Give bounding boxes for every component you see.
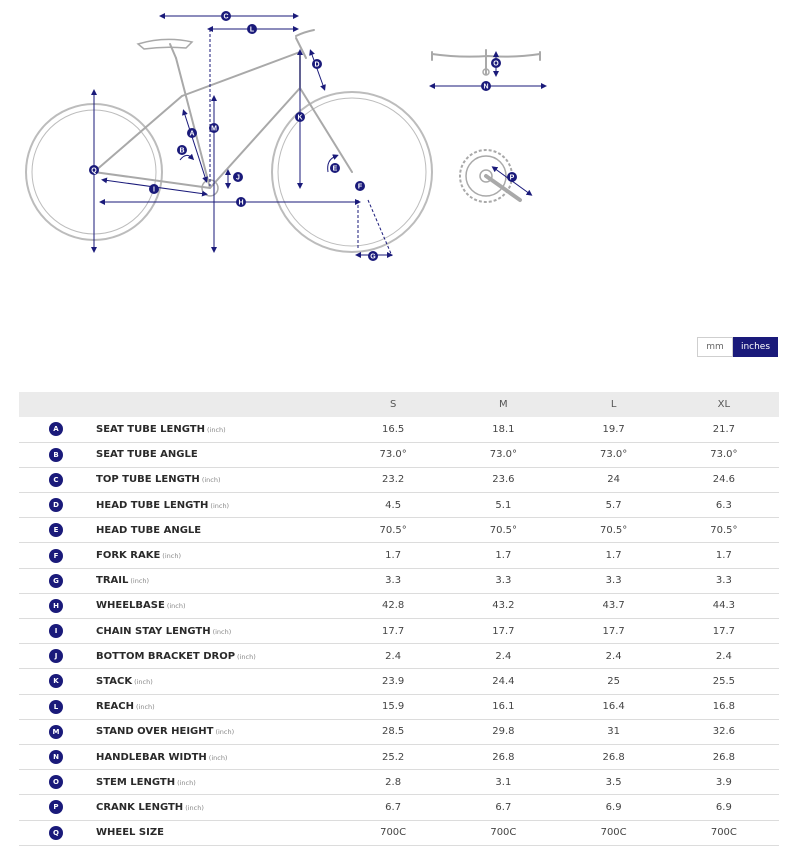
size-value-cell: 6.7 xyxy=(385,801,402,813)
table-row xyxy=(19,719,779,744)
table-row xyxy=(19,543,779,568)
size-value-cell: 24.4 xyxy=(492,675,515,687)
table-row xyxy=(19,619,779,644)
dimension-unit: (inch) xyxy=(185,803,204,812)
dimension-marker-badge: O xyxy=(49,775,63,789)
row-marker-cell xyxy=(19,694,96,719)
svg-text:O: O xyxy=(493,60,499,68)
size-value-cell: 18.1 xyxy=(492,423,515,435)
unit-toggle xyxy=(697,337,778,357)
size-value-cell: 6.9 xyxy=(605,801,622,813)
marker-N xyxy=(481,81,491,91)
size-value-cell: 32.6 xyxy=(712,726,735,738)
dimension-name-cell xyxy=(96,467,338,492)
svg-text:J: J xyxy=(236,174,240,182)
row-marker-cell xyxy=(19,820,96,845)
size-value-cell: 17.7 xyxy=(602,625,625,637)
size-value-cell: 26.8 xyxy=(712,751,735,763)
svg-text:P: P xyxy=(509,174,515,182)
row-marker-cell xyxy=(19,467,96,492)
size-value-cell: 17.7 xyxy=(712,625,735,637)
size-value-cell: 73.0° xyxy=(379,449,407,461)
bike-geometry-diagram xyxy=(0,0,794,330)
dimension-unit: (inch) xyxy=(134,677,153,686)
size-value-cell: 6.7 xyxy=(495,801,512,813)
dimension-name-cell xyxy=(96,694,338,719)
size-value-cell: 2.4 xyxy=(605,650,622,662)
size-value-cell: 4.5 xyxy=(385,499,402,511)
size-header: XL xyxy=(717,399,731,410)
table-row xyxy=(19,744,779,769)
table-row xyxy=(19,568,779,593)
dimension-unit: (inch) xyxy=(237,652,256,661)
size-value-cell: 70.5° xyxy=(379,524,407,536)
svg-text:F: F xyxy=(357,183,363,191)
marker-G xyxy=(368,251,378,261)
unit-mm-button[interactable]: mm xyxy=(697,337,733,357)
dimension-name-cell xyxy=(96,593,338,618)
dimension-marker-badge: A xyxy=(49,422,63,436)
row-marker-cell xyxy=(19,442,96,467)
size-value-cell: 700C xyxy=(490,827,517,839)
handlebar-detail xyxy=(432,50,540,75)
marker-E xyxy=(330,163,340,173)
dimension-marker-badge: G xyxy=(49,574,63,588)
marker-I xyxy=(149,184,159,194)
header-spacer xyxy=(19,392,96,417)
row-marker-cell xyxy=(19,669,96,694)
row-marker-cell xyxy=(19,593,96,618)
table-row xyxy=(19,417,779,442)
dimension-marker-badge: B xyxy=(49,448,63,462)
size-value-cell: 6.3 xyxy=(715,499,732,511)
svg-text:L: L xyxy=(249,26,255,34)
table-row xyxy=(19,795,779,820)
size-value-cell: 73.0° xyxy=(489,449,517,461)
row-marker-cell xyxy=(19,770,96,795)
dimension-unit: (inch) xyxy=(208,753,228,762)
dimension-marker-badge: J xyxy=(49,649,63,663)
dimension-name: HEAD TUBE ANGLE xyxy=(96,524,202,536)
dimension-name: WHEEL SIZE xyxy=(96,827,164,839)
size-value-cell: 17.7 xyxy=(492,625,515,637)
dimension-lines xyxy=(94,13,392,256)
marker-A xyxy=(187,128,197,138)
dimension-marker-badge: P xyxy=(49,800,63,814)
dimension-unit: (inch) xyxy=(210,501,230,510)
size-value-cell: 29.8 xyxy=(492,726,515,738)
size-value-cell: 16.1 xyxy=(492,701,515,713)
row-marker-cell xyxy=(19,795,96,820)
size-value-cell: 700C xyxy=(600,827,627,839)
svg-text:D: D xyxy=(314,61,320,69)
row-marker-cell xyxy=(19,619,96,644)
table-row xyxy=(19,593,779,618)
dimension-unit: (inch) xyxy=(135,703,155,712)
table-row xyxy=(19,694,779,719)
dimension-name-cell xyxy=(96,644,338,669)
dimension-name-cell xyxy=(96,568,338,593)
dimension-name-cell xyxy=(96,543,338,568)
unit-inches-button[interactable]: inches xyxy=(733,337,778,357)
size-value-cell: 25.5 xyxy=(712,675,735,687)
table-header-row xyxy=(19,392,779,417)
size-value-cell: 19.7 xyxy=(602,423,625,435)
dimension-marker-badge: E xyxy=(49,523,63,537)
svg-text:A: A xyxy=(189,130,195,138)
size-header: S xyxy=(389,399,397,410)
dimension-name: STAND OVER HEIGHT xyxy=(96,726,214,738)
dimension-name: HANDLEBAR WIDTH xyxy=(96,751,207,763)
size-value-cell: 44.3 xyxy=(712,600,735,612)
dimension-name: SEAT TUBE ANGLE xyxy=(96,449,198,461)
marker-B xyxy=(177,145,187,155)
dimension-name-cell xyxy=(96,493,338,518)
size-value-cell: 25 xyxy=(607,675,620,687)
size-value-cell: 70.5° xyxy=(710,524,738,536)
size-value-cell: 1.7 xyxy=(495,550,512,562)
svg-text:K: K xyxy=(297,114,303,122)
size-value-cell: 16.4 xyxy=(602,701,625,713)
dimension-name-cell xyxy=(96,518,338,543)
size-value-cell: 2.4 xyxy=(385,650,402,662)
size-value-cell: 3.9 xyxy=(715,776,732,788)
size-value-cell: 3.3 xyxy=(495,575,512,587)
marker-O xyxy=(491,58,501,68)
svg-text:B: B xyxy=(179,147,185,155)
dimension-name-cell xyxy=(96,619,338,644)
dimension-name: CRANK LENGTH xyxy=(96,801,184,813)
marker-K xyxy=(295,112,305,122)
dimension-marker-badge: Q xyxy=(49,826,63,840)
dimension-marker-badge: L xyxy=(49,700,63,714)
header-spacer xyxy=(96,392,338,417)
size-value-cell: 24.6 xyxy=(712,474,735,486)
size-value-cell: 43.7 xyxy=(602,600,625,612)
size-value-cell: 15.9 xyxy=(381,701,405,713)
dimension-name: HEAD TUBE LENGTH xyxy=(96,499,209,511)
size-value-cell: 23.2 xyxy=(381,474,405,486)
size-value-cell: 3.5 xyxy=(605,776,622,788)
size-header: M xyxy=(499,399,508,410)
svg-text:I: I xyxy=(153,186,155,194)
marker-C xyxy=(221,11,231,21)
size-value-cell: 26.8 xyxy=(602,751,625,763)
dimension-name: STEM LENGTH xyxy=(96,776,176,788)
size-value-cell: 23.9 xyxy=(381,675,405,687)
dimension-name: REACH xyxy=(96,701,134,713)
size-value-cell: 700C xyxy=(710,827,737,839)
size-value-cell: 1.7 xyxy=(385,550,402,562)
row-marker-cell xyxy=(19,568,96,593)
dimension-marker-badge: K xyxy=(49,674,63,688)
table-row xyxy=(19,442,779,467)
dimension-name-cell xyxy=(96,719,338,744)
size-header: L xyxy=(610,399,617,410)
size-value-cell: 3.3 xyxy=(605,575,622,587)
dimension-marker-badge: N xyxy=(49,750,63,764)
dimension-name: FORK RAKE xyxy=(96,550,161,562)
dimension-name: TRAIL xyxy=(96,575,129,587)
marker-F xyxy=(355,181,365,191)
svg-text:M: M xyxy=(211,125,217,133)
svg-text:G: G xyxy=(370,253,376,261)
dimension-name: BOTTOM BRACKET DROP xyxy=(96,650,236,662)
size-value-cell: 28.5 xyxy=(381,726,405,738)
table-row xyxy=(19,467,779,492)
row-marker-cell xyxy=(19,744,96,769)
marker-M xyxy=(209,123,219,133)
size-value-cell: 5.1 xyxy=(495,499,512,511)
marker-Q xyxy=(89,165,99,175)
dimension-unit: (inch) xyxy=(206,425,226,434)
dimension-name: STACK xyxy=(96,675,133,687)
dimension-name-cell xyxy=(96,744,338,769)
dimension-unit: (inch) xyxy=(162,552,181,561)
size-value-cell: 73.0° xyxy=(599,449,628,461)
marker-D xyxy=(312,59,322,69)
size-value-cell: 16.5 xyxy=(381,423,405,435)
dimension-unit: (inch) xyxy=(201,476,221,485)
size-value-cell: 31 xyxy=(607,726,620,738)
size-value-cell: 26.8 xyxy=(492,751,515,763)
dimension-name-cell xyxy=(96,795,338,820)
dimension-unit: (inch) xyxy=(166,602,186,611)
table-row xyxy=(19,820,779,845)
size-value-cell: 17.7 xyxy=(381,625,405,637)
dimension-name: SEAT TUBE LENGTH xyxy=(96,423,205,435)
size-value-cell: 25.2 xyxy=(381,751,405,763)
dimension-name-cell xyxy=(96,820,338,845)
size-value-cell: 23.6 xyxy=(492,474,515,486)
size-value-cell: 16.8 xyxy=(712,701,735,713)
row-marker-cell xyxy=(19,493,96,518)
svg-text:C: C xyxy=(223,13,229,21)
row-marker-cell xyxy=(19,518,96,543)
dimension-name-cell xyxy=(96,669,338,694)
svg-text:E: E xyxy=(332,165,338,173)
size-value-cell: 2.8 xyxy=(385,776,402,788)
size-value-cell: 70.5° xyxy=(489,524,517,536)
marker-J xyxy=(233,172,243,182)
size-value-cell: 6.9 xyxy=(715,801,732,813)
size-value-cell: 3.3 xyxy=(715,575,732,587)
dimension-marker-badge: I xyxy=(49,624,63,638)
bike-frame xyxy=(94,30,352,196)
dimension-name: TOP TUBE LENGTH xyxy=(96,474,200,486)
table-row xyxy=(19,518,779,543)
svg-text:N: N xyxy=(483,83,489,91)
dimension-name: CHAIN STAY LENGTH xyxy=(96,625,211,637)
size-value-cell: 2.4 xyxy=(715,650,732,662)
dimension-name-cell xyxy=(96,770,338,795)
table-row xyxy=(19,669,779,694)
table-row xyxy=(19,770,779,795)
dimension-name-cell xyxy=(96,442,338,467)
svg-text:Q: Q xyxy=(91,167,97,175)
dimension-name-cell xyxy=(96,417,338,442)
size-value-cell: 1.7 xyxy=(715,550,732,562)
size-value-cell: 2.4 xyxy=(495,650,512,662)
row-marker-cell xyxy=(19,644,96,669)
dimension-name: WHEELBASE xyxy=(96,600,165,612)
table-body xyxy=(19,417,779,845)
row-marker-cell xyxy=(19,417,96,442)
size-value-cell: 1.7 xyxy=(605,550,622,562)
size-value-cell: 24 xyxy=(607,474,620,486)
marker-P xyxy=(507,172,517,182)
dimension-unit: (inch) xyxy=(212,627,232,636)
marker-L xyxy=(247,24,257,34)
dimension-unit: (inch) xyxy=(130,577,150,586)
size-value-cell: 43.2 xyxy=(492,600,515,612)
dimension-marker-badge: M xyxy=(49,725,63,739)
size-value-cell: 70.5° xyxy=(599,524,628,536)
size-value-cell: 700C xyxy=(380,827,407,839)
marker-H xyxy=(236,197,246,207)
size-value-cell: 5.7 xyxy=(605,499,622,511)
row-marker-cell xyxy=(19,543,96,568)
table-row xyxy=(19,493,779,518)
dimension-marker-badge: F xyxy=(49,549,63,563)
size-value-cell: 3.1 xyxy=(495,776,512,788)
size-value-cell: 42.8 xyxy=(381,600,405,612)
dimension-marker-badge: C xyxy=(49,473,63,487)
size-value-cell: 21.7 xyxy=(712,423,735,435)
svg-text:H: H xyxy=(238,199,244,207)
dimension-marker-badge: D xyxy=(49,498,63,512)
table-row xyxy=(19,644,779,669)
dimension-unit: (inch) xyxy=(215,728,235,737)
size-value-cell: 3.3 xyxy=(385,575,402,587)
dimension-marker-badge: H xyxy=(49,599,63,613)
geometry-table xyxy=(19,392,779,846)
row-marker-cell xyxy=(19,719,96,744)
size-value-cell: 73.0° xyxy=(710,449,738,461)
dimension-unit: (inch) xyxy=(177,778,196,787)
